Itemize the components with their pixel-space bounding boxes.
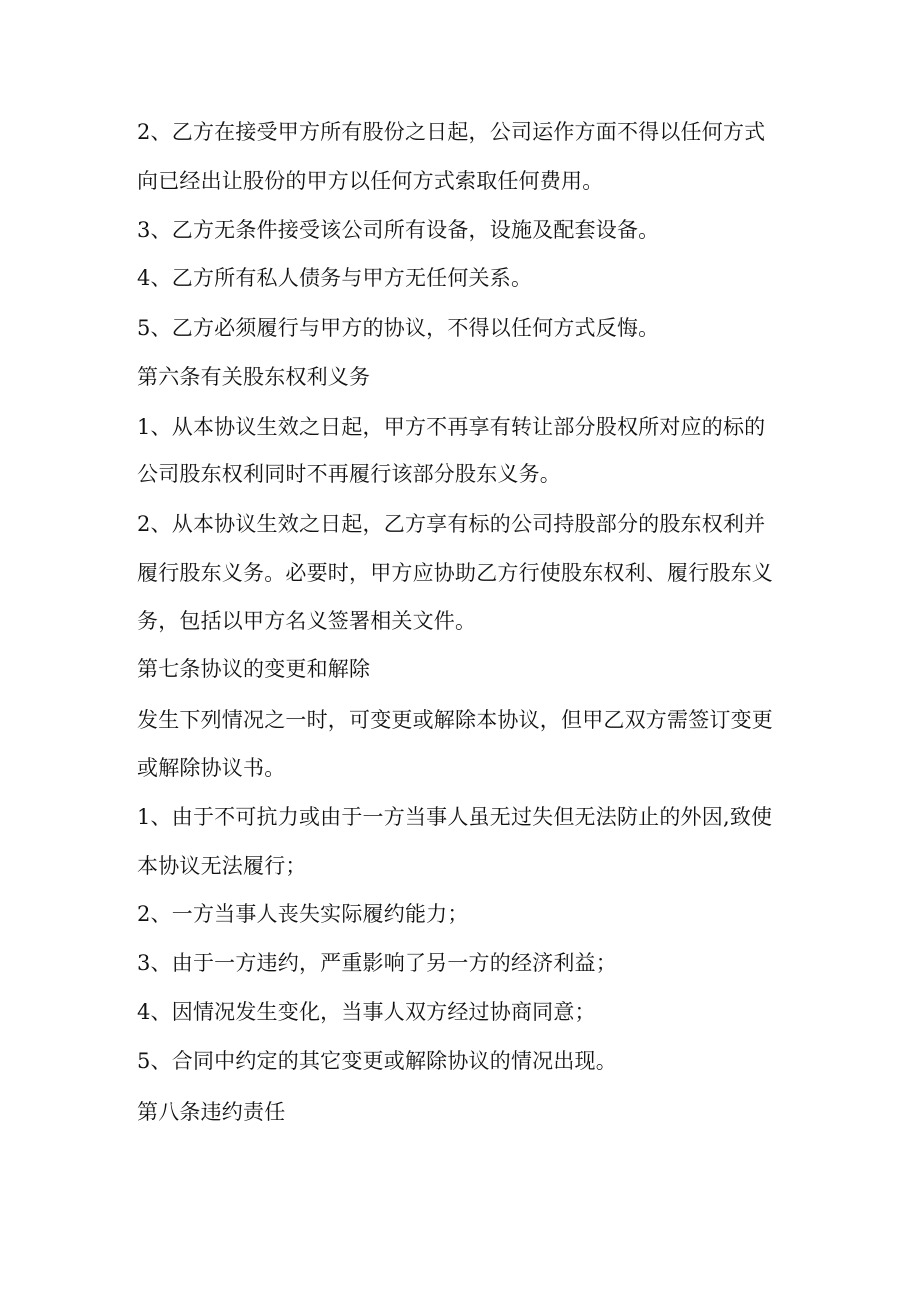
clause-5: 5、乙方必须履行与甲方的协议，不得以任何方式反悔。	[137, 316, 660, 340]
section-7-clause-4: 4、因情况发生变化，当事人双方经过协商同意；	[137, 1000, 596, 1024]
section-heading-8: 第八条违约责任	[137, 1100, 286, 1124]
section-7-clause-1-line-2: 本协议无法履行；	[137, 854, 307, 878]
section-7-clause-3: 3、由于一方违约，严重影响了另一方的经济利益；	[137, 951, 617, 975]
section-7-clause-5: 5、合同中约定的其它变更或解除协议的情况出现。	[137, 1049, 617, 1073]
clause-3: 3、乙方无条件接受该公司所有设备，设施及配套设备。	[137, 218, 660, 242]
section-heading-6: 第六条有关股东权利义务	[137, 365, 371, 389]
section-6-clause-1-line-2: 公司股东权利同时不再履行该部分股东义务。	[137, 462, 561, 486]
section-6-clause-2-line-2: 履行股东义务。必要时，甲方应协助乙方行使股东权利、履行股东义	[137, 561, 773, 585]
section-7-clause-2: 2、一方当事人丧失实际履约能力；	[137, 902, 469, 926]
section-7-intro-line-2: 或解除协议书。	[137, 756, 286, 780]
section-6-clause-2-line-3: 务，包括以甲方名义签署相关文件。	[137, 609, 477, 633]
clause-2-line-1: 2、乙方在接受甲方所有股份之日起，公司运作方面不得以任何方式	[137, 120, 766, 144]
clause-2-line-2: 向已经出让股份的甲方以任何方式索取任何费用。	[137, 169, 604, 193]
section-6-clause-2-line-1: 2、从本协议生效之日起，乙方享有标的公司持股部分的股东权利并	[137, 512, 766, 536]
section-7-intro-line-1: 发生下列情况之一时，可变更或解除本协议，但甲乙双方需签订变更	[137, 708, 773, 732]
section-heading-7: 第七条协议的变更和解除	[137, 657, 371, 681]
section-7-clause-1-line-1: 1、由于不可抗力或由于一方当事人虽无过失但无法防止的外因,致使	[137, 805, 773, 829]
section-6-clause-1-line-1: 1、从本协议生效之日起，甲方不再享有转让部分股权所对应的标的	[137, 415, 766, 439]
clause-4: 4、乙方所有私人债务与甲方无任何关系。	[137, 266, 533, 290]
